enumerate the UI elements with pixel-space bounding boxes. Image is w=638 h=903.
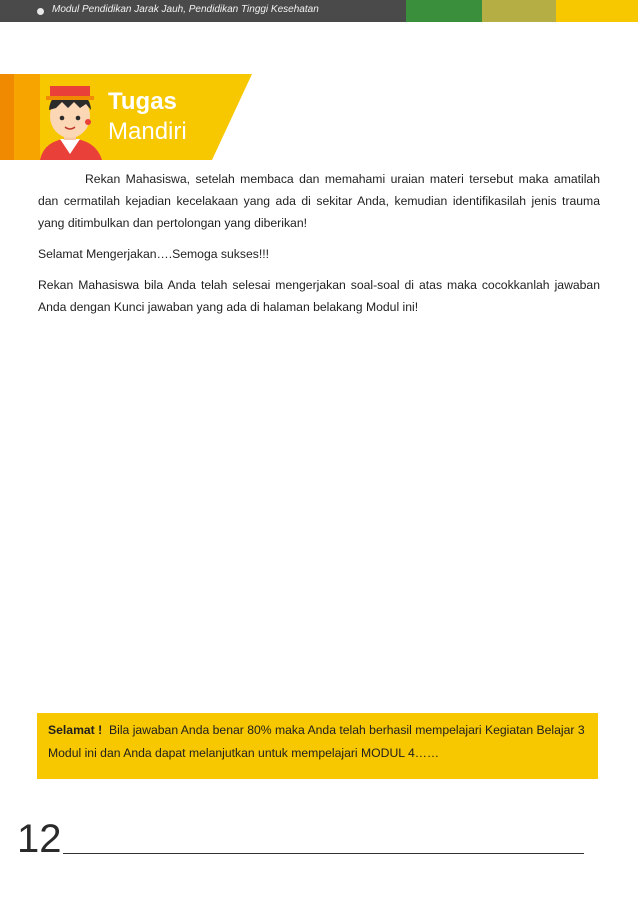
header-olive-segment: [482, 0, 556, 22]
header-bar: [0, 0, 638, 22]
banner-title-line2: Mandiri: [108, 118, 187, 145]
header-green-segment: [406, 0, 482, 22]
notice-label: Selamat !: [48, 723, 103, 737]
paragraph-instruction: Rekan Mahasiswa, setelah membaca dan memahami uraian materi tersebut maka amatilah dan cermatilah kejadian kecelakaan yang ada di sekitar Anda, kemudian identifikasilah jenis trauma yang ditimbulkan dan pertolongan yang diberikan!: [38, 172, 600, 230]
main-content: [38, 168, 600, 327]
header-yellow-segment: [556, 0, 638, 22]
bullet-dot-icon: [37, 8, 44, 15]
task-banner: [0, 74, 260, 160]
page-number: 12: [17, 817, 62, 861]
paragraph-answer-key: Rekan Mahasiswa bila Anda telah selesai mengerjakan soal-soal di atas maka cocokkanlah jawaban Anda dengan Kunci jawaban yang ada di halaman belakang Modul ini!: [38, 278, 600, 314]
paragraph-greeting: Selamat Mengerjakan….Semoga sukses!!!: [38, 247, 269, 261]
notice-text: Bila jawaban Anda benar 80% maka Anda telah berhasil mempelajari Kegiatan Belajar 3 Modul ini dan Anda dapat melanjutkan untuk mempelajari MODUL 4……: [48, 723, 585, 760]
banner-shape: [0, 74, 260, 160]
footer-rule: [63, 853, 584, 854]
banner-title-line1: Tugas: [108, 88, 177, 115]
congratulations-box: [37, 713, 598, 779]
header-title: Modul Pendidikan Jarak Jauh, Pendidikan Tinggi Kesehatan: [52, 4, 319, 15]
